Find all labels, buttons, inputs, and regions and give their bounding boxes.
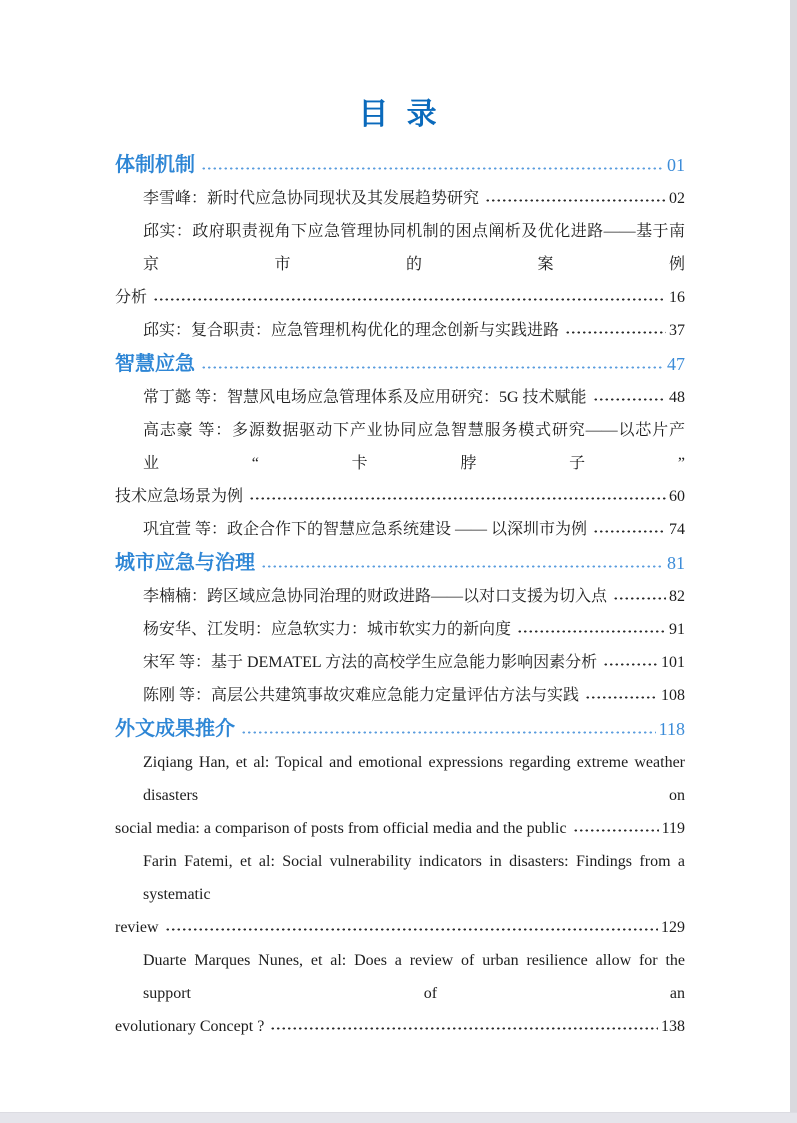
toc-entry-text: 邱实：政府职责视角下应急管理协同机制的困点阐析及优化进路——基于南京市的案例 (143, 223, 685, 273)
toc-entry-line (115, 1010, 685, 1043)
dot-leader (201, 163, 664, 171)
toc-entry-text: 巩宜萱 等：政企合作下的智慧应急系统建设 —— 以深圳市为例 (143, 521, 588, 538)
toc-entry-line (115, 513, 685, 546)
section-page-number: 47 (667, 354, 685, 374)
toc-entry-line (115, 314, 685, 347)
toc-entry-line (115, 746, 685, 812)
toc-entry-text: 陈刚 等：高层公共建筑事故灾难应急能力定量评估方法与实践 (143, 687, 580, 704)
toc-entry-text: 李楠楠：跨区域应急协同治理的财政进路——以对口支援为切入点 (143, 588, 608, 605)
section-heading (115, 546, 685, 580)
dot-leader (565, 328, 666, 335)
toc-entry-text: evolutionary Concept ? (115, 1018, 265, 1035)
page-edge-right (790, 0, 797, 1123)
toc-entry-text: review (115, 919, 159, 936)
section-heading (115, 148, 685, 182)
dot-leader (603, 660, 658, 667)
toc-entry-text: 杨安华、江发明：应急软实力：城市软实力的新向度 (143, 621, 512, 638)
toc-entry-line (115, 944, 685, 1010)
section-heading-label: 体制机制 (115, 154, 195, 176)
toc-entry-line (115, 480, 685, 513)
dot-leader (249, 494, 666, 501)
toc-list (115, 148, 685, 1043)
dot-leader (573, 826, 659, 833)
toc-entry-line (115, 646, 685, 679)
toc-entry-page-number: 16 (669, 289, 685, 306)
dot-leader (517, 627, 666, 634)
toc-entry-page-number: 02 (669, 190, 685, 207)
toc-entry-page-number: 138 (661, 1018, 685, 1035)
section-heading-label: 智慧应急 (115, 353, 195, 375)
toc-entry-page-number: 129 (661, 919, 685, 936)
toc-entry-text: Farin Fatemi, et al: Social vulnerability indicators in disasters: Findings from a systematic (143, 853, 685, 903)
toc-page (115, 95, 685, 1043)
dot-leader (165, 925, 658, 932)
section-heading-label: 外文成果推介 (115, 718, 235, 740)
toc-entry-line (115, 613, 685, 646)
toc-entry-line (115, 281, 685, 314)
toc-entry-line (115, 812, 685, 845)
dot-leader (593, 395, 666, 402)
toc-entry-line (115, 215, 685, 281)
section-heading (115, 347, 685, 381)
section-heading (115, 712, 685, 746)
section-page-number: 81 (667, 553, 685, 573)
dot-leader (241, 727, 656, 735)
toc-entry-text: 技术应急场景为例 (115, 488, 244, 505)
toc-entry-line (115, 580, 685, 613)
toc-entry-text: 邱实：复合职责：应急管理机构优化的理念创新与实践进路 (143, 322, 560, 339)
toc-entry-page-number: 37 (669, 322, 685, 339)
dot-leader (270, 1024, 658, 1031)
toc-entry-page-number: 119 (661, 820, 685, 837)
toc-entry-page-number: 60 (669, 488, 685, 505)
dot-leader (585, 693, 658, 700)
toc-entry-line (115, 911, 685, 944)
toc-entry-line (115, 679, 685, 712)
toc-entry-line (115, 182, 685, 215)
toc-entry-page-number: 108 (661, 687, 685, 704)
toc-entry-text: 宋军 等：基于 DEMATEL 方法的高校学生应急能力影响因素分析 (143, 654, 598, 671)
toc-entry-text: 分析 (115, 289, 148, 306)
toc-entry-text: 常丁懿 等：智慧风电场应急管理体系及应用研究：5G 技术赋能 (143, 389, 587, 406)
page-edge-bottom (0, 1112, 797, 1123)
dot-leader (153, 295, 666, 302)
toc-entry-page-number: 74 (669, 521, 685, 538)
toc-entry-line (115, 845, 685, 911)
dot-leader (593, 527, 666, 534)
dot-leader (485, 196, 666, 203)
section-page-number: 01 (667, 155, 685, 175)
toc-entry-text: Duarte Marques Nunes, et al: Does a review of urban resilience allow for the support of an (143, 952, 685, 1002)
toc-entry-page-number: 82 (669, 588, 685, 605)
section-heading-label: 城市应急与治理 (115, 552, 255, 574)
toc-entry-line (115, 381, 685, 414)
section-page-number: 118 (658, 719, 685, 739)
dot-leader (201, 362, 664, 370)
toc-entry-line (115, 414, 685, 480)
toc-entry-text: social media: a comparison of posts from official media and the public (115, 820, 567, 837)
toc-entry-page-number: 101 (661, 654, 685, 671)
toc-entry-text: 李雪峰：新时代应急协同现状及其发展趋势研究 (143, 190, 480, 207)
toc-entry-text: 高志豪 等：多源数据驱动下产业协同应急智慧服务模式研究——以芯片产业“卡脖子” (143, 422, 685, 472)
dot-leader (613, 594, 666, 601)
dot-leader (261, 561, 664, 569)
toc-entry-text: Ziqiang Han, et al: Topical and emotional expressions regarding extreme weather disasters on (143, 754, 685, 804)
toc-entry-page-number: 91 (669, 621, 685, 638)
toc-entry-page-number: 48 (669, 389, 685, 406)
page-title: 目 录 (358, 98, 442, 131)
